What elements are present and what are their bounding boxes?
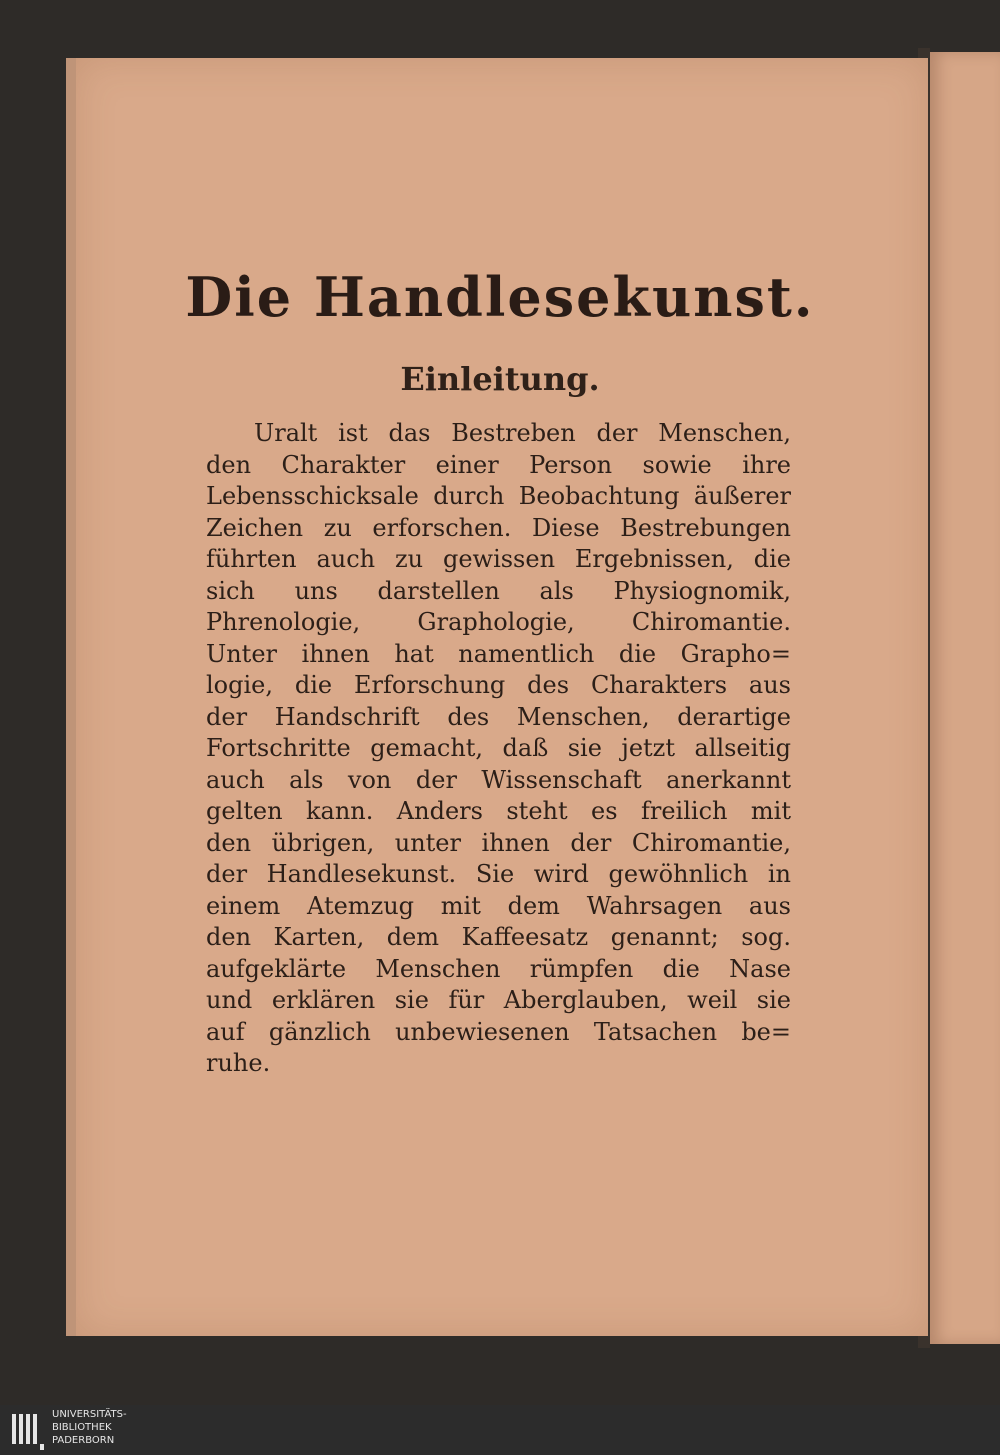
- facing-page: [930, 52, 1000, 1344]
- text-line: einem Atemzug mit dem Wahrsagen aus: [206, 891, 791, 920]
- page-title: Die Handlesekunst.: [185, 265, 815, 329]
- text-line: gelten kann. Anders steht es freilich mit: [206, 797, 791, 825]
- text-line: der Handschrift des Menschen, derartige: [206, 702, 791, 731]
- library-logo-icon: [10, 1408, 46, 1452]
- text-line: Fortschritte gemacht, daß sie jetzt allseitig: [206, 734, 791, 762]
- text-line: auf gänzlich unbewiesenen Tatsachen be=: [206, 1017, 791, 1046]
- text-line: aufgeklärte Menschen rümpfen die Nase: [206, 954, 791, 983]
- text-line: Uralt ist das Bestreben der Menschen,: [254, 419, 791, 447]
- text-line: Unter ihnen hat namentlich die Grapho=: [206, 639, 791, 668]
- section-heading: Einleitung.: [400, 360, 600, 398]
- text-line: logie, die Erforschung des Charakters aus: [206, 671, 791, 699]
- text-line: sich uns darstellen als Physiognomik,: [206, 576, 791, 605]
- text-line: Phrenologie, Graphologie, Chiromantie.: [206, 608, 791, 636]
- text-line: und erklären sie für Aberglauben, weil sie: [206, 986, 791, 1014]
- text-line: führten auch zu gewissen Ergebnissen, die: [206, 545, 791, 573]
- logo-line: BIBLIOTHEK: [52, 1422, 112, 1433]
- text-line: den Charakter einer Person sowie ihre: [206, 450, 791, 479]
- text-line: den Karten, dem Kaffeesatz genannt; sog.: [206, 923, 791, 951]
- body-paragraph: [206, 418, 791, 1080]
- text-line: der Handlesekunst. Sie wird gewöhnlich in: [206, 860, 791, 888]
- text-line: Lebensschicksale durch Beobachtung äußerer: [206, 482, 791, 510]
- library-logo-text: [52, 1408, 162, 1447]
- logo-line: PADERBORN: [52, 1435, 115, 1446]
- text-line: auch als von der Wissenschaft anerkannt: [206, 765, 791, 794]
- text-line: den übrigen, unter ihnen der Chiromantie,: [206, 828, 791, 857]
- text-line: ruhe.: [206, 1049, 271, 1077]
- text-line: Zeichen zu erforschen. Diese Bestrebungen: [206, 513, 791, 542]
- logo-line: UNIVERSITÄTS-: [52, 1409, 127, 1420]
